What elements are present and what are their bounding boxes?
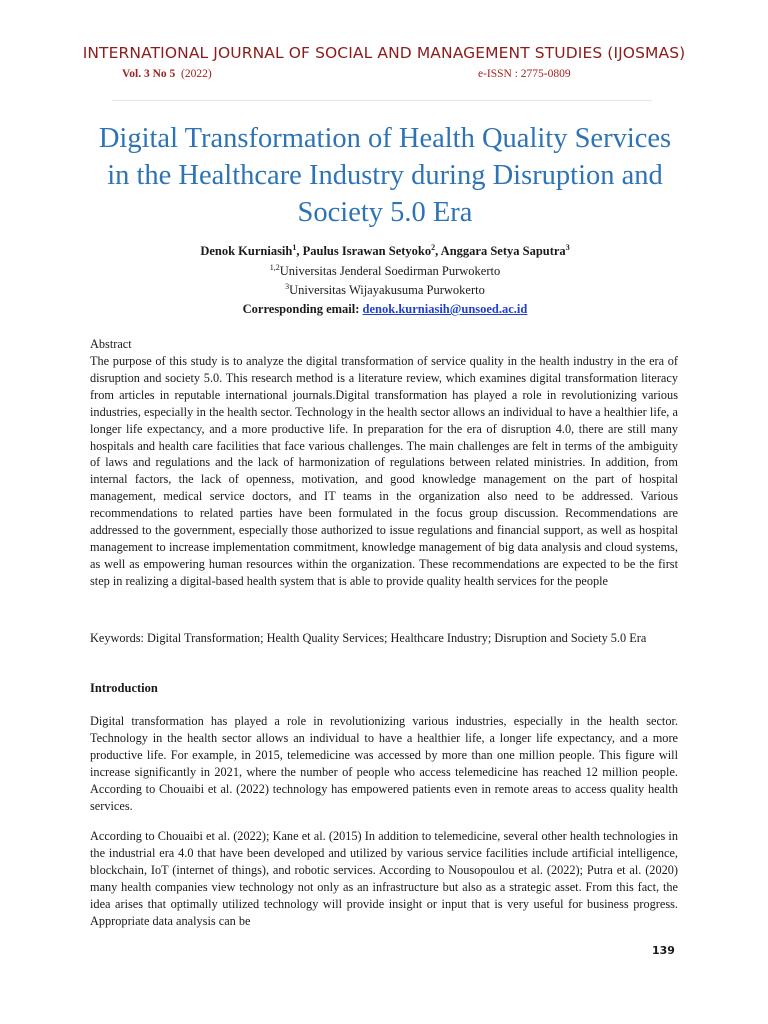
- author-superscript: 2: [431, 243, 436, 252]
- section-heading-introduction: Introduction: [90, 681, 158, 695]
- abstract-text: The purpose of this study is to analyze the digital transformation of service quality in the health industry in the era of disruption and society 5.0. This research method is a literature review, which examines digital transformation literacy from articles in reputable international journals.Digital transformation has played a role in revolutionizing various industries, especially in the health sector. Technology in the health sector allows an individual to have a healthier life, a longer life expectancy, and a more productive life. In preparation for the era of disruption 4.0, there are still many hospitals and health care facilities that face various challenges. The main challenges are felt in terms of the ambiguity of laws and regulations and the lack of harmonization of regulations between related ministries. In addition, from internal factors, the lack of openness, motivation, and good knowledge management on the part of hospital management, medical service doctors, and IT teams in the organization also need to be addressed. Various recommendations to related parties have been formulated in the focus group discussion. Recommendations are addressed to the government, especially those authorized to issue regulations and financial support, as well as hospital management to increase implementation commitment, knowledge management of big data analysis and cloud systems, as well as empowering human resources within the organization. These recommendations are expected to be the first step in realizing a digital-based health system that is able to provide quality health services for the people: [90, 354, 678, 588]
- author-superscript: 3: [565, 243, 570, 252]
- affiliation-superscript: 3: [285, 282, 290, 291]
- corresponding-label: Corresponding email:: [242, 302, 363, 316]
- author-separator: ,: [296, 244, 303, 259]
- author-name: Denok Kurniasih: [200, 244, 293, 259]
- article-title: Digital Transformation of Health Quality Services in the Healthcare Industry during Disruption and Society 5.0 Era: [98, 123, 672, 228]
- affiliation-superscript: 1,2: [269, 263, 280, 272]
- abstract-heading: Abstract: [90, 337, 132, 351]
- corresponding-email-link[interactable]: denok.kurniasih@unsoed.ac.id: [362, 302, 528, 316]
- affiliation-name: Universitas Wijayakusuma Purwokerto: [289, 283, 485, 298]
- corresponding-email-line: [90, 302, 680, 317]
- author-name: Paulus Israwan Setyoko: [302, 244, 432, 259]
- affiliation-name: Universitas Jenderal Soedirman Purwokerto: [279, 264, 501, 279]
- header-divider: [112, 100, 652, 101]
- volume-year: (2022): [181, 68, 212, 80]
- issn-info: e-ISSN : 2775-0809: [478, 68, 571, 80]
- author-list: [90, 243, 680, 259]
- author-superscript: 1: [292, 243, 297, 252]
- volume-info: [122, 68, 212, 80]
- author-name: Anggara Setya Saputra: [440, 244, 566, 259]
- journal-title: INTERNATIONAL JOURNAL OF SOCIAL AND MANAGEMENT STUDIES (IJOSMAS): [82, 44, 686, 62]
- paragraph: According to Chouaibi et al. (2022); Kane et al. (2015) In addition to telemedicine, several other health technologies in the industrial era 4.0 that have been developed and utilized by various service facilities include artificial intelligence, blockchain, IoT (internet of things), and robotic services. According to Nousopoulou et al. (2022); Putra et al. (2020) many health companies view technology not only as an infrastructure but also as a strategic asset. From this fact, the idea arises that optimally utilized technology will provide insight or input that is very useful for business progress. Appropriate data analysis can be: [90, 829, 678, 928]
- page-number: 139: [652, 944, 675, 957]
- keywords: Keywords: Digital Transformation; Health Quality Services; Healthcare Industry; Disruption and Society 5.0 Era: [90, 631, 647, 645]
- affiliation: [90, 263, 680, 279]
- paragraph: Digital transformation has played a role in revolutionizing various industries, especially in the health sector. Technology in the health sector allows an individual to have a healthier life, a longer life expectancy, and a more productive life. For example, in 2015, telemedicine was accessed by more than one million people. This figure will increase significantly in 2021, where the number of people who access telemedicine has reached 12 million people. According to Chouaibi et al. (2022) technology has empowered patients even in remote areas to access quality health services.: [90, 714, 678, 813]
- affiliation: [90, 282, 680, 298]
- author-separator: ,: [435, 244, 441, 259]
- volume-number: Vol. 3 No 5: [122, 68, 176, 80]
